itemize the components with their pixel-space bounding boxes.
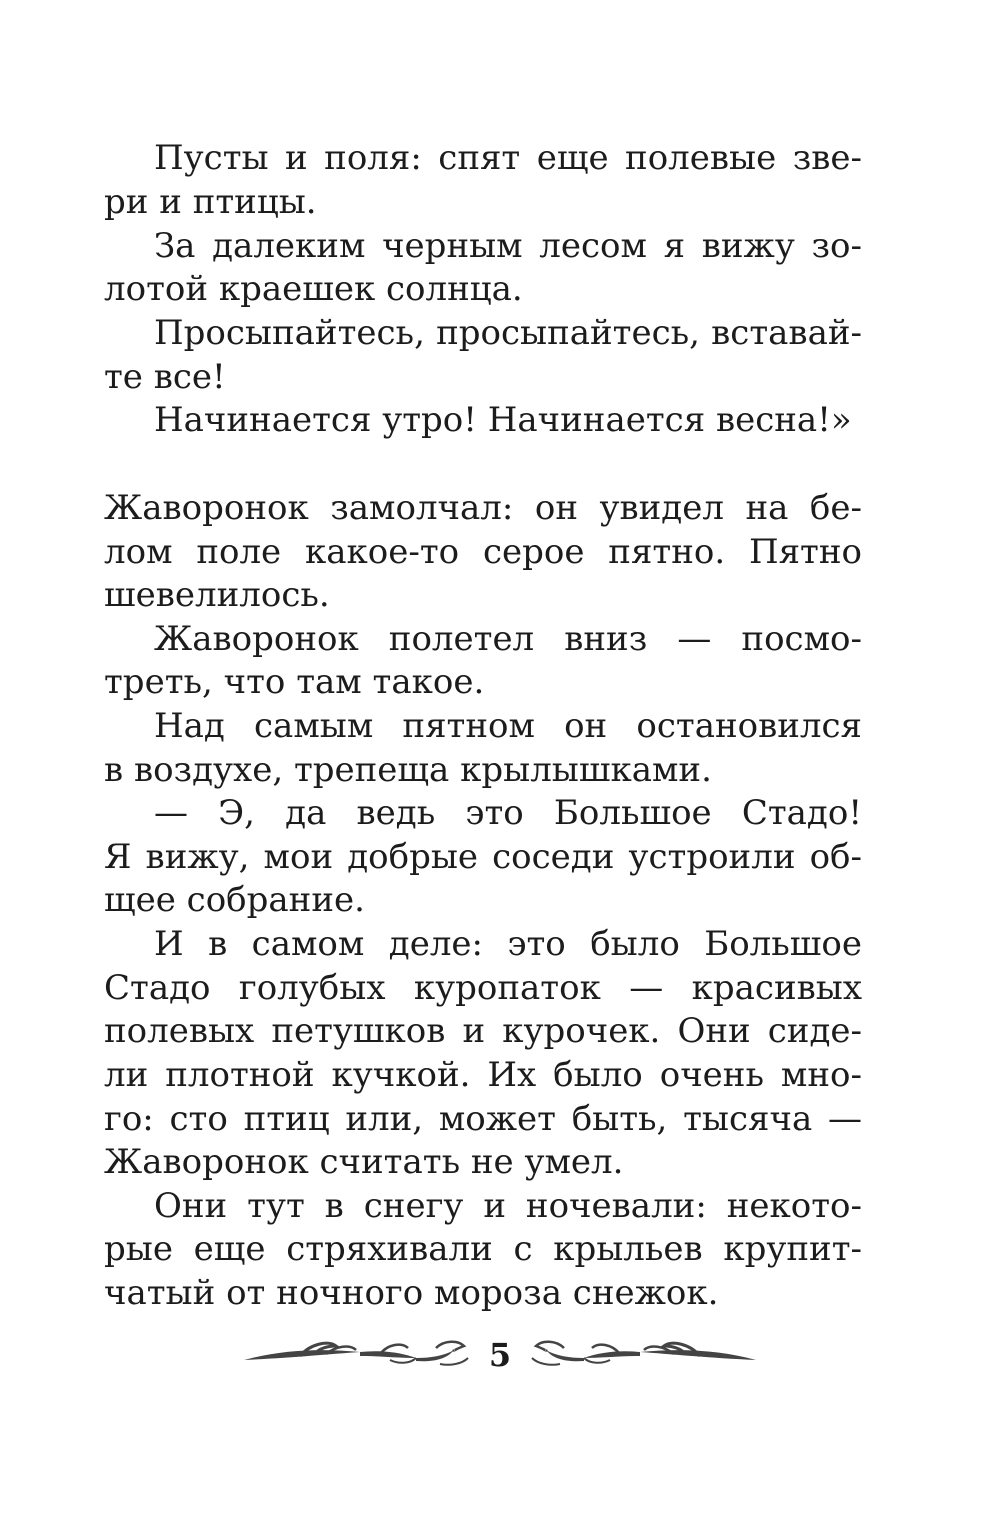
text-line: Просыпайтесь, просыпайтесь, вставай- xyxy=(154,313,862,353)
text-line: ли плотной кучкой. Их было очень мно- xyxy=(104,1055,862,1095)
text-line: Жаворонок замолчал: он увидел на бе- xyxy=(104,488,862,528)
text-line: Жаворонок полетел вниз — посмо- xyxy=(154,619,862,659)
text-line: Начинается утро! Начинается весна!» xyxy=(154,400,852,440)
text-line: лом поле какое-то серое пятно. Пятно xyxy=(104,532,862,572)
text-line: ри и птицы. xyxy=(104,182,317,222)
flourish-left-icon xyxy=(240,1334,476,1374)
text-line: За далеким черным лесом я вижу зо- xyxy=(154,226,862,266)
text-line: го: сто птиц или, может быть, тысяча — xyxy=(104,1099,862,1139)
text-line: — Э, да ведь это Большое Стадо! xyxy=(154,793,862,833)
text-line: рые еще стряхивали с крыльев крупит- xyxy=(104,1229,862,1269)
text-line: Они тут в снегу и ночевали: некото- xyxy=(154,1186,862,1226)
text-line: те все! xyxy=(104,357,226,397)
text-line: шевелилось. xyxy=(104,575,330,615)
text-line: Стадо голубых куропаток — красивых xyxy=(104,968,862,1008)
page-number: 5 xyxy=(488,1336,512,1374)
flourish-right-icon xyxy=(524,1334,760,1374)
text-line: полевых петушков и курочек. Они сиде- xyxy=(104,1011,862,1051)
text-line: Пусты и поля: спят еще полевые зве- xyxy=(154,138,862,178)
text-line: чатый от ночного мороза снежок. xyxy=(104,1273,719,1313)
text-line: треть, что там такое. xyxy=(104,662,485,702)
text-line: щее собрание. xyxy=(104,880,365,920)
text-line: Над самым пятном он остановился xyxy=(154,706,862,746)
text-line: в воздухе, трепеща крылышками. xyxy=(104,750,712,790)
text-line: Я вижу, мои добрые соседи устроили об- xyxy=(104,837,862,877)
text-line: лотой краешек солнца. xyxy=(104,269,523,309)
text-line: Жаворонок считать не умел. xyxy=(104,1142,624,1182)
page-footer xyxy=(240,1330,760,1380)
text-line: И в самом деле: это было Большое xyxy=(154,924,862,964)
